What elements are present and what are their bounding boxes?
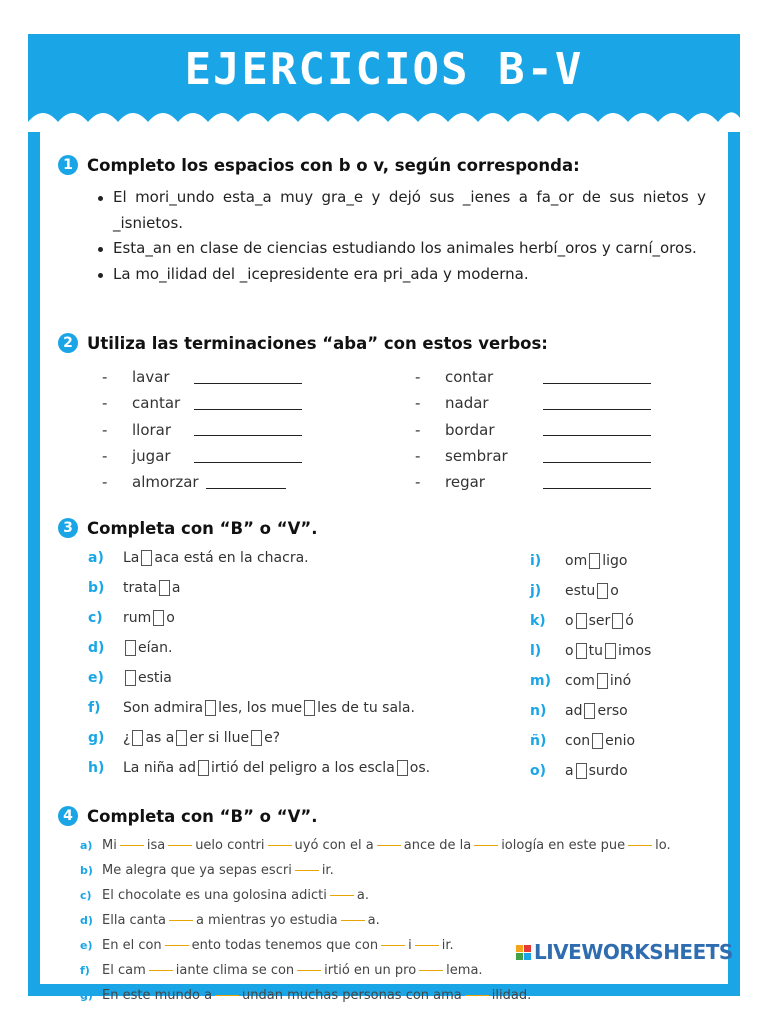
exercise-text: trata xyxy=(123,580,157,596)
exercise-letter: a) xyxy=(80,839,93,852)
exercise-letter: d) xyxy=(80,914,93,927)
exercise-row xyxy=(80,988,531,1003)
bullet-item: La mo_ilidad del _icepresidente era pri_ada y moderna. xyxy=(96,262,706,288)
exercise-row xyxy=(88,700,415,716)
verb-answer-line[interactable] xyxy=(194,435,302,436)
verb-word: lavar xyxy=(132,368,170,387)
exercise-row xyxy=(88,670,172,686)
verb-answer-line[interactable] xyxy=(194,462,302,463)
answer-box[interactable] xyxy=(589,553,600,569)
exercise-letter: e) xyxy=(88,670,104,686)
exercise-row xyxy=(530,553,627,569)
verb-word: regar xyxy=(445,473,485,492)
exercise-text: lo. xyxy=(655,838,671,853)
verb-row xyxy=(415,364,651,390)
exercise-row xyxy=(80,863,334,878)
exercise-letter: j) xyxy=(530,583,542,599)
exercise-text: Ella canta xyxy=(102,913,166,928)
exercise-text: erso xyxy=(597,703,628,719)
verb-answer-line[interactable] xyxy=(194,383,302,384)
verb-word: contar xyxy=(445,368,494,387)
page-title: EJERCICIOS B-V xyxy=(184,44,584,95)
liveworksheets-logo xyxy=(516,940,733,964)
verb-dash: - xyxy=(102,394,108,413)
exercise-row xyxy=(530,643,651,659)
exercise-row xyxy=(88,640,172,656)
exercise-text: En este mundo a xyxy=(102,988,213,1003)
exercise-text: les de tu sala. xyxy=(317,700,415,716)
exercise-text: Son admira xyxy=(123,700,204,716)
answer-box[interactable] xyxy=(597,583,608,599)
exercise-text: estia xyxy=(138,670,172,686)
exercise-row xyxy=(88,760,430,776)
verb-word: nadar xyxy=(445,394,489,413)
verb-answer-line[interactable] xyxy=(543,383,651,384)
worksheet-paper xyxy=(40,122,728,1003)
verb-row xyxy=(415,469,651,495)
exercise-text: ance de la xyxy=(403,838,472,853)
exercise-letter: c) xyxy=(80,889,92,902)
exercise-row xyxy=(530,703,628,719)
verb-answer-line[interactable] xyxy=(543,462,651,463)
verb-row xyxy=(415,417,651,443)
answer-box[interactable] xyxy=(304,700,315,716)
section-number-badge: 2 xyxy=(58,333,78,353)
exercise-text: La niña ad xyxy=(123,760,196,776)
worksheet-frame xyxy=(28,34,740,1003)
exercise-row xyxy=(530,733,635,749)
exercise-letter: o) xyxy=(530,763,547,779)
exercise-text: La xyxy=(123,550,140,566)
exercise-letter: f) xyxy=(80,964,90,977)
exercise-text: Mi xyxy=(102,838,117,853)
verb-dash: - xyxy=(415,473,421,492)
exercise-letter: l) xyxy=(530,643,542,659)
verb-row xyxy=(102,417,302,443)
exercise-text: isa xyxy=(146,838,166,853)
exercise-row xyxy=(530,613,634,629)
verb-row xyxy=(102,469,302,495)
exercise-text: tu xyxy=(588,643,603,659)
exercise-text: El chocolate es una golosina adicti xyxy=(102,888,327,903)
exercise-text: os. xyxy=(409,760,431,776)
verb-dash: - xyxy=(415,420,421,439)
exercise-text: iante clima se con xyxy=(175,963,295,978)
answer-blank[interactable] xyxy=(169,920,193,921)
answer-blank[interactable] xyxy=(330,895,354,896)
exercise-text: a. xyxy=(367,913,380,928)
verb-dash: - xyxy=(102,420,108,439)
verbs-left-column xyxy=(102,364,302,495)
exercise-row xyxy=(530,583,619,599)
exercise-text: inó xyxy=(609,673,632,689)
exercise-text: ligo xyxy=(602,553,628,569)
exercise-text: undan muchas personas con ama xyxy=(242,988,462,1003)
exercise-text: ad xyxy=(565,703,583,719)
exercise-row xyxy=(88,730,280,746)
exercise-text: iología en este pue xyxy=(501,838,626,853)
verb-word: cantar xyxy=(132,394,181,413)
exercise-letter: f) xyxy=(88,700,101,716)
verb-word: bordar xyxy=(445,420,495,439)
exercise-text: ento todas tenemos que con xyxy=(191,938,379,953)
section-2-heading xyxy=(58,333,548,353)
answer-box[interactable] xyxy=(125,670,136,686)
exercise-text: irtió del peligro a los escla xyxy=(210,760,395,776)
answer-blank[interactable] xyxy=(465,995,489,996)
answer-box[interactable] xyxy=(576,613,587,629)
exercise-row xyxy=(530,763,628,779)
exercise-text: Me alegra que ya sepas escri xyxy=(102,863,292,878)
verb-dash: - xyxy=(415,368,421,387)
answer-blank[interactable] xyxy=(168,845,192,846)
verb-row xyxy=(102,443,302,469)
answer-blank[interactable] xyxy=(628,845,652,846)
answer-box[interactable] xyxy=(612,613,623,629)
exercise-text: o xyxy=(166,610,175,626)
verb-word: llorar xyxy=(132,420,172,439)
exercise-text: surdo xyxy=(588,763,628,779)
exercise-text: eían. xyxy=(138,640,173,656)
section-title: Completa con “B” o “V”. xyxy=(87,806,318,826)
exercise-letter: b) xyxy=(88,580,105,596)
exercise-letter: g) xyxy=(80,989,93,1002)
exercise-text: a. xyxy=(356,888,369,903)
answer-blank[interactable] xyxy=(341,920,365,921)
exercise-text: o xyxy=(565,643,574,659)
exercise-letter: e) xyxy=(80,939,93,952)
answer-box[interactable] xyxy=(132,730,143,746)
exercise-text: El cam xyxy=(102,963,146,978)
exercise-letter: i) xyxy=(530,553,542,569)
exercise-letter: d) xyxy=(88,640,105,656)
verb-dash: - xyxy=(102,447,108,466)
section-number-badge: 3 xyxy=(58,518,78,538)
exercise-row xyxy=(88,610,175,626)
answer-box[interactable] xyxy=(125,640,136,656)
answer-blank[interactable] xyxy=(474,845,498,846)
header xyxy=(28,34,740,114)
verb-row xyxy=(415,443,651,469)
exercise-row xyxy=(80,888,369,903)
answer-blank[interactable] xyxy=(415,945,439,946)
exercise-text: les, los mue xyxy=(218,700,303,716)
verb-dash: - xyxy=(415,394,421,413)
bullet-item: El mori_undo esta_a muy gra_e y dejó sus _ienes a fa_or de sus nietos y _isnietos. xyxy=(96,185,706,236)
exercise-letter: ñ) xyxy=(530,733,547,749)
exercise-text: ir. xyxy=(321,863,334,878)
exercise-text: o xyxy=(565,613,574,629)
exercise-letter: b) xyxy=(80,864,93,877)
exercise-text: ilidad. xyxy=(491,988,532,1003)
exercise-text: e? xyxy=(264,730,281,746)
verbs-right-column xyxy=(415,364,651,495)
verb-answer-line[interactable] xyxy=(194,409,302,410)
exercise-text: imos xyxy=(617,643,652,659)
answer-box[interactable] xyxy=(198,760,209,776)
exercise-text: a xyxy=(565,763,574,779)
exercise-row xyxy=(80,963,483,978)
exercise-letter: n) xyxy=(530,703,547,719)
section-number-badge: 1 xyxy=(58,155,78,175)
verb-word: almorzar xyxy=(132,473,199,492)
answer-box[interactable] xyxy=(576,763,587,779)
verb-dash: - xyxy=(102,368,108,387)
verb-answer-line[interactable] xyxy=(206,488,286,489)
section-title: Completo los espacios con b o v, según corresponda: xyxy=(87,155,580,175)
verb-answer-line[interactable] xyxy=(543,488,651,489)
exercise-text: rum xyxy=(123,610,152,626)
answer-box[interactable] xyxy=(592,733,603,749)
exercise-letter: c) xyxy=(88,610,103,626)
verb-dash: - xyxy=(415,447,421,466)
answer-blank[interactable] xyxy=(377,845,401,846)
logo-icon xyxy=(516,945,531,960)
answer-box[interactable] xyxy=(397,760,408,776)
exercise-text: as a xyxy=(145,730,175,746)
exercise-text: irtió en un pro xyxy=(324,963,417,978)
exercise-text: ó xyxy=(625,613,634,629)
exercise-text: En el con xyxy=(102,938,162,953)
exercise-text: estu xyxy=(565,583,596,599)
answer-box[interactable] xyxy=(141,550,152,566)
exercise-letter: m) xyxy=(530,673,551,689)
exercise-letter: k) xyxy=(530,613,546,629)
answer-blank[interactable] xyxy=(149,970,173,971)
exercise-row xyxy=(88,550,309,566)
bullet-item: Esta_an en clase de ciencias estudiando los animales herbí_oros y carní_oros. xyxy=(96,236,706,262)
exercise-text: o xyxy=(610,583,619,599)
answer-blank[interactable] xyxy=(120,845,144,846)
exercise-text: er si llue xyxy=(189,730,250,746)
exercise-text: uyó con el a xyxy=(294,838,374,853)
exercise-text: i xyxy=(408,938,412,953)
answer-blank[interactable] xyxy=(297,970,321,971)
section-3-heading xyxy=(58,518,317,538)
exercise-text: ser xyxy=(588,613,611,629)
verb-word: sembrar xyxy=(445,447,508,466)
answer-box[interactable] xyxy=(584,703,595,719)
exercise-text: uelo contri xyxy=(195,838,265,853)
answer-box[interactable] xyxy=(576,643,587,659)
exercise-text: ir. xyxy=(441,938,454,953)
section-1-bullets xyxy=(96,185,706,287)
exercise-text: con xyxy=(565,733,591,749)
exercise-text: a xyxy=(171,580,181,596)
exercise-text: a mientras yo estudia xyxy=(195,913,338,928)
section-title: Completa con “B” o “V”. xyxy=(87,518,318,538)
exercise-row xyxy=(80,838,671,853)
section-number-badge: 4 xyxy=(58,806,78,826)
verb-row xyxy=(102,390,302,416)
exercise-text: enio xyxy=(605,733,636,749)
answer-box[interactable] xyxy=(597,673,608,689)
answer-box[interactable] xyxy=(176,730,187,746)
answer-blank[interactable] xyxy=(215,995,239,996)
exercise-letter: h) xyxy=(88,760,105,776)
answer-blank[interactable] xyxy=(165,945,189,946)
section-1-heading xyxy=(58,155,580,175)
exercise-text: lema. xyxy=(446,963,483,978)
verb-row xyxy=(102,364,302,390)
answer-blank[interactable] xyxy=(295,870,319,871)
answer-box[interactable] xyxy=(251,730,262,746)
verb-row xyxy=(415,390,651,416)
verb-answer-line[interactable] xyxy=(543,409,651,410)
exercise-row xyxy=(530,673,631,689)
verb-answer-line[interactable] xyxy=(543,435,651,436)
exercise-row xyxy=(80,913,380,928)
answer-box[interactable] xyxy=(153,610,164,626)
answer-blank[interactable] xyxy=(419,970,443,971)
answer-box[interactable] xyxy=(205,700,216,716)
exercise-text: aca está en la chacra. xyxy=(154,550,309,566)
answer-box[interactable] xyxy=(159,580,170,596)
verb-dash: - xyxy=(102,473,108,492)
exercise-row xyxy=(88,580,181,596)
exercise-text: com xyxy=(565,673,595,689)
exercise-letter: a) xyxy=(88,550,104,566)
verb-word: jugar xyxy=(132,447,171,466)
exercise-row xyxy=(80,938,454,953)
logo-text: LIVEWORKSHEETS xyxy=(534,940,733,964)
section-4-heading xyxy=(58,806,317,826)
exercise-text: om xyxy=(565,553,588,569)
answer-blank[interactable] xyxy=(268,845,292,846)
section-title: Utiliza las terminaciones “aba” con estos verbos: xyxy=(87,333,548,353)
answer-blank[interactable] xyxy=(381,945,405,946)
answer-box[interactable] xyxy=(605,643,616,659)
exercise-text: ¿ xyxy=(123,730,131,746)
exercise-letter: g) xyxy=(88,730,105,746)
